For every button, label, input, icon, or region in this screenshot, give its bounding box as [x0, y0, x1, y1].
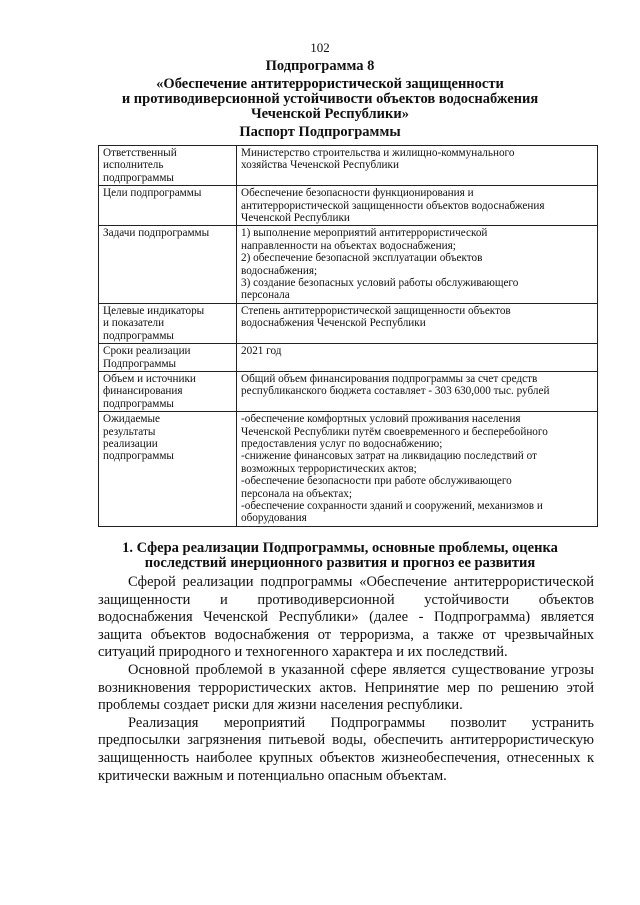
label-line: подпрограммы [103, 397, 174, 410]
label-line: Задачи подпрограммы [103, 227, 210, 240]
value-line: Чеченской Республики [241, 212, 350, 225]
section-heading-line: 1. Сфера реализации Подпрограммы, основные проблемы, оценка [122, 540, 558, 556]
passport-row [99, 186, 598, 226]
title-line: и противодиверсионной устойчивости объектов водоснабжения [121, 91, 539, 107]
value-line: персонала на объектах; [241, 487, 352, 500]
label-line: финансирования [103, 385, 183, 398]
passport-row [99, 226, 598, 303]
section-heading-line: последствий инерционного развития и прогноз ее развития [144, 555, 536, 571]
paragraph-line: предпосылки загрязнения питьевой воды, обеспечить антитеррористическую [98, 732, 594, 749]
value-line: Министерство строительства и жилищно-коммунального [241, 147, 515, 159]
paragraph-line: водоснабжения Чеченской Республики» (далее - Подпрограмма) является [98, 609, 594, 626]
passport-row-label [99, 371, 237, 411]
value-line: направленности на объектах водоснабжения; [241, 239, 456, 252]
value-line: хозяйства Чеченской Республики [241, 159, 399, 172]
paragraph-line: критически важным и потенциально опасным объектам. [98, 767, 447, 784]
value-line: оборудования [241, 512, 307, 525]
passport-row-label [99, 186, 237, 226]
label-line: подпрограммы [103, 450, 174, 463]
passport-row-label [99, 412, 237, 527]
passport-row-label [99, 146, 237, 186]
subprogram-label: Подпрограмма 8 [265, 58, 375, 74]
section-body [98, 574, 594, 785]
body-paragraph [98, 662, 594, 715]
value-line: Общий объем финансирования подпрограммы за счет средств [241, 372, 538, 385]
passport-heading: Паспорт Подпрограммы [239, 124, 401, 140]
value-line: -обеспечение комфортных условий проживания населения [241, 413, 521, 426]
value-line: 2021 год [241, 345, 282, 358]
label-line: подпрограммы [103, 329, 174, 342]
value-line: республиканского бюджета составляет - 303 630,000 тыс. рублей [241, 385, 550, 398]
passport-row [99, 371, 598, 411]
value-line: водоснабжения; [241, 264, 318, 277]
paragraph-line: ситуаций природного и техногенного характера и их последствий. [98, 644, 508, 661]
page-number: 102 [310, 40, 330, 55]
paragraph-line: защита объектов водоснабжения от терроризма, а также от чрезвычайных [98, 626, 594, 643]
label-line: Ответственный [103, 147, 177, 159]
passport-row [99, 303, 598, 343]
value-line: персонала [241, 289, 290, 302]
label-line: Ожидаемые [103, 413, 160, 426]
passport-row-value [237, 371, 598, 411]
subprogram-title [60, 77, 600, 122]
paragraph-line: защищенность наиболее крупных объектов жизнеобеспечения, отнесенных к [98, 749, 594, 766]
passport-table [98, 145, 598, 527]
body-paragraph [98, 715, 594, 785]
passport-row [99, 146, 598, 186]
paragraph-line: возникновения террористических актов. Непринятие мер по решению этой [98, 679, 594, 696]
passport-row-value [237, 226, 598, 303]
label-line: Цели подпрограммы [103, 187, 202, 200]
value-line: 1) выполнение мероприятий антитеррористической [241, 227, 488, 240]
passport-row-value [237, 344, 598, 372]
paragraph-line: проблемы создает риски для жизни населения республики. [98, 697, 463, 714]
value-line: возможных террористических актов; [241, 462, 417, 475]
passport-row-value [237, 412, 598, 527]
value-line: водоснабжения Чеченской Республики [241, 317, 426, 330]
section-heading [90, 541, 590, 571]
passport-row-label [99, 303, 237, 343]
value-line: антитеррористической защищенности объектов водоснабжения [241, 199, 545, 212]
value-line: предоставления услуг по водоснабжению; [241, 437, 443, 450]
paragraph-line: Сферой реализации подпрограммы «Обеспечение антитеррористической [128, 574, 594, 590]
value-line: Степень антитеррористической защищенности объектов [241, 304, 511, 317]
passport-row [99, 412, 598, 527]
label-line: подпрограммы [103, 171, 174, 184]
passport-row-label [99, 344, 237, 372]
passport-row-value [237, 146, 598, 186]
value-line: 3) создание безопасных условий работы обслуживающего [241, 277, 519, 290]
label-line: результаты [103, 425, 156, 438]
value-line: -снижение финансовых затрат на ликвидацию последствий от [241, 450, 537, 463]
paragraph-line: Основной проблемой в указанной сфере является существование угрозы [128, 661, 594, 678]
label-line: Объем и источники [103, 372, 196, 385]
label-line: Подпрограммы [103, 357, 177, 370]
passport-row [99, 344, 598, 372]
title-line: «Обеспечение антитеррористической защищенности [156, 76, 504, 92]
paragraph-line: Реализация мероприятий Подпрограммы позволит устранить [128, 714, 594, 731]
title-line: Чеченской Республики» [251, 106, 409, 122]
value-line: Обеспечение безопасности функционирования и [241, 187, 474, 200]
label-line: Сроки реализации [103, 345, 191, 358]
value-line: -обеспечение безопасности при работе обслуживающего [241, 475, 512, 488]
value-line: -обеспечение сохранности зданий и сооружений, механизмов и [241, 499, 543, 512]
body-paragraph [98, 574, 594, 662]
paragraph-line: защищенности и противодиверсионной устойчивости объектов [98, 591, 594, 608]
passport-row-label [99, 226, 237, 303]
label-line: реализации [103, 437, 158, 450]
label-line: исполнитель [103, 159, 164, 172]
value-line: 2) обеспечение безопасной эксплуатации объектов [241, 252, 483, 265]
label-line: и показатели [103, 317, 165, 330]
passport-row-value [237, 186, 598, 226]
label-line: Целевые индикаторы [103, 304, 205, 317]
passport-row-value [237, 303, 598, 343]
value-line: Чеченской Республики путём своевременного и бесперебойного [241, 425, 548, 438]
